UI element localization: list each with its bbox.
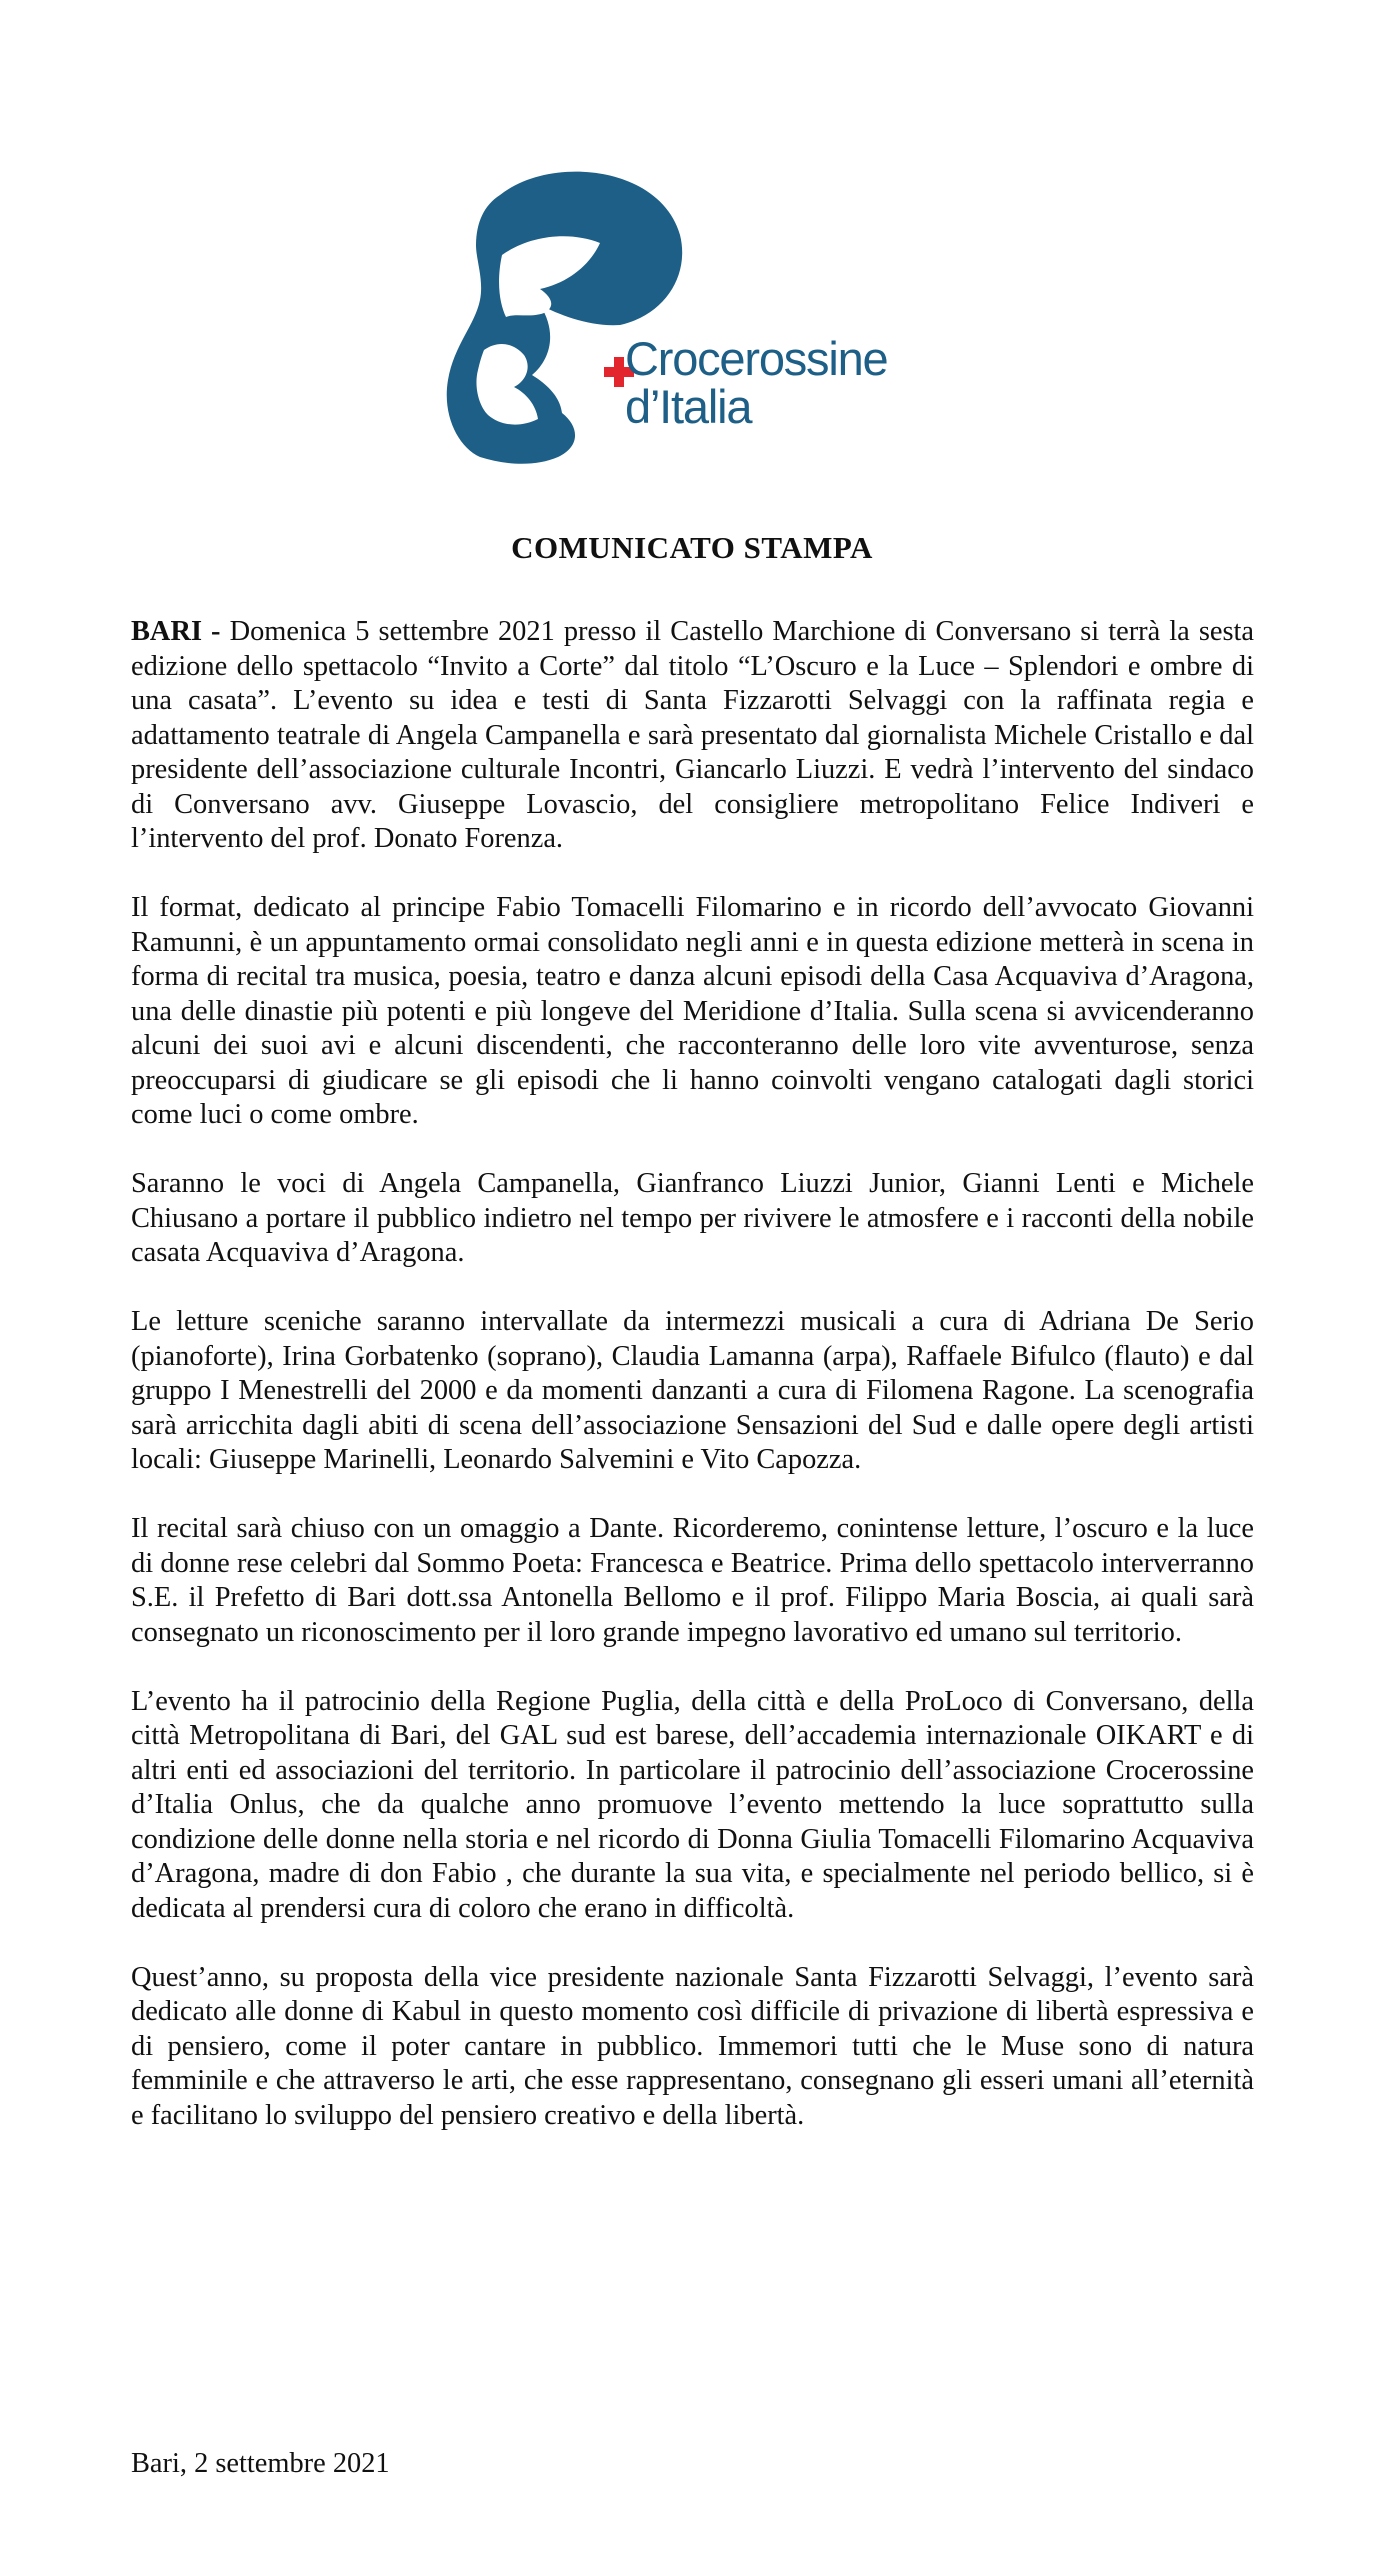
paragraph-1 [131, 615, 1254, 857]
paragraph-3: Saranno le voci di Angela Campanella, Gianfranco Liuzzi Junior, Gianni Lenti e Michele Chiusano a portare il pubblico indietro nel tempo per rivivere le atmosfere e i racconti della nobile casata Acquaviva d’Aragona. [131, 1168, 1254, 1268]
logo-line-2: d’Italia [625, 380, 752, 433]
document-title: COMUNICATO STAMPA [511, 530, 873, 565]
logo-wordmark [625, 332, 888, 433]
paragraph-6: L’evento ha il patrocinio della Regione Puglia, della città e della ProLoco di Conversano, della città Metropolitana di Bari, del GAL sud est barese, dell’accademia internazionale OIKART e di altri enti ed associazioni del territorio. In particolare il patrocinio dell’associazione Crocerossine d’Italia Onlus, che da qualche anno promuove l’evento mettendo la luce soprattutto sulla condizione delle donne nella storia e nel ricordo di Donna Giulia Tomacelli Filomarino Acquaviva d’Aragona, madre di don Fabio , che durante la sua vita, e specialmente nel periodo bellico, si è dedicata al prendersi cura di coloro che erano in difficoltà. [131, 1685, 1254, 1924]
dateline-lead: BARI - [131, 616, 230, 647]
paragraph-7: Quest’anno, su proposta della vice presidente nazionale Santa Fizzarotti Selvaggi, l’evento sarà dedicato alle donne di Kabul in questo momento così difficile di privazione di libertà espressiva e di pensiero, come il poter cantare in pubblico. Immemori tutti che le Muse sono di natura femminile e che attraverso le arti, che esse rappresentano, consegnano gli esseri umani all’eternità e facilitano lo sviluppo del pensiero creativo e della libertà. [131, 1961, 1254, 2131]
paragraph-2: Il format, dedicato al principe Fabio Tomacelli Filomarino e in ricordo dell’avvocato Giovanni Ramunni, è un appuntamento ormai consolidato negli anni e in questa edizione metterà in scena in forma di recital tra musica, poesia, teatro e danza alcuni episodi della Casa Acquaviva d’Aragona, una delle dinastie più potenti e più longeve del Meridione d’Italia. Sulla scena si avvicenderanno alcuni dei suoi avi e alcuni discendenti, che racconteranno delle loro vite avventurose, senza preoccuparsi di giudicare se gli episodi che li hanno coinvolti vengano catalogati dagli storici come luci o come ombre. [131, 892, 1254, 1130]
paragraph-4: Le letture sceniche saranno intervallate da intermezzi musicali a cura di Adriana De Serio (pianoforte), Irina Gorbatenko (soprano), Claudia Lamanna (arpa), Raffaele Bifulco (flauto) e dal gruppo I Menestrelli del 2000 e da momenti danzanti a cura di Filomena Ragone. La scenografia sarà arricchita dagli abiti di scena dell’associazione Sensazioni del Sud e dalle opere degli artisti locali: Giuseppe Marinelli, Leonardo Salvemini e Vito Capozza. [131, 1306, 1254, 1475]
paragraph-1-text: Domenica 5 settembre 2021 presso il Castello Marchione di Conversano si terrà la sesta edizione dello spettacolo “Invito a Corte” dal titolo “L’Oscuro e la Luce – Splendori e ombre di una casata”. L’evento su idea e testi di Santa Fizzarotti Selvaggi con la raffinata regia e adattamento teatrale di Angela Campanella e sarà presentato dal giornalista Michele Cristallo e dal presidente dell’associazione culturale Incontri, Giancarlo Liuzzi. E vedrà l’intervento del sindaco di Conversano avv. Giuseppe Lovascio, del consigliere metropolitano Felice Indiveri e l’intervento del prof. Donato Forenza. [131, 616, 1255, 854]
document-body [131, 615, 1254, 2168]
paragraph-5: Il recital sarà chiuso con un omaggio a Dante. Ricorderemo, conintense letture, l’oscuro e la luce di donne rese celebri dal Sommo Poeta: Francesca e Beatrice. Prima dello spettacolo interverranno S.E. il Prefetto di Bari dott.ssa Antonella Bellomo e il prof. Filippo Maria Boscia, ai quali sarà consegnato un riconoscimento per il loro grande impegno lavorativo ed umano sul territorio. [131, 1513, 1254, 1648]
crocerossine-logo [440, 165, 920, 465]
logo-line-1: Crocerossine [625, 332, 888, 385]
closing-date: Bari, 2 settembre 2021 [131, 2448, 390, 2479]
